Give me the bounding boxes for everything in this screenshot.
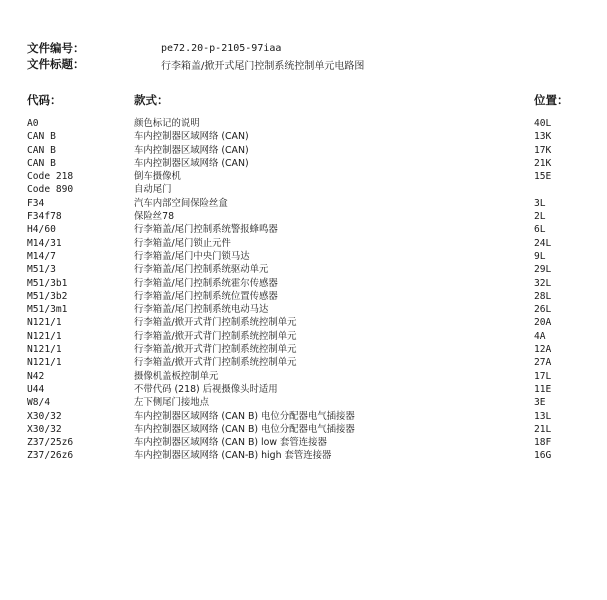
row-location: 3E xyxy=(534,397,546,409)
row-code: X30/32 xyxy=(27,410,62,422)
table-row xyxy=(27,423,572,436)
table-row xyxy=(27,330,572,343)
row-description: 行李箱盖/尾门控制系统警报蜂鸣器 xyxy=(134,224,278,236)
row-description: 自动尾门 xyxy=(134,184,172,196)
table-row xyxy=(27,316,572,329)
row-description: 行李箱盖/尾门中央门锁马达 xyxy=(134,250,250,262)
row-location: 28L xyxy=(534,290,552,302)
row-location: 40L xyxy=(534,118,552,129)
row-code: N121/1 xyxy=(27,357,62,369)
table-row xyxy=(27,436,572,449)
table-row xyxy=(27,303,572,316)
row-code: N121/1 xyxy=(27,317,62,329)
row-location: 16G xyxy=(534,450,552,462)
row-description: 车内控制器区域网络 (CAN B) 电位分配器电气插接器 xyxy=(134,410,355,422)
row-description: 行李箱盖/掀开式背门控制系统控制单元 xyxy=(134,317,297,329)
row-code: W8/4 xyxy=(27,397,51,409)
table-row xyxy=(27,157,572,170)
table-row xyxy=(27,183,572,196)
row-location: 21K xyxy=(534,157,552,169)
row-code: N121/1 xyxy=(27,344,62,356)
row-description: 行李箱盖/尾门锁止元件 xyxy=(134,237,231,249)
header-description: 款式： xyxy=(134,93,169,107)
row-location: 20A xyxy=(534,317,552,329)
row-code: M51/3 xyxy=(27,264,56,276)
component-table xyxy=(27,117,572,463)
row-code: M51/3b2 xyxy=(27,290,68,302)
row-description: 车内控制器区域网络 (CAN B) 电位分配器电气插接器 xyxy=(134,423,355,435)
table-row xyxy=(27,410,572,423)
doc-number-label: 文件编号： xyxy=(27,41,85,55)
row-location: 13K xyxy=(534,131,552,143)
row-description: 左下侧尾门接地点 xyxy=(134,397,210,409)
row-code: F34f78 xyxy=(27,211,62,223)
row-location: 17K xyxy=(534,144,552,156)
row-description: 车内控制器区域网络 (CAN) xyxy=(134,144,249,156)
doc-title: 行李箱盖/掀开式尾门控制系统控制单元电路图 xyxy=(161,60,365,72)
row-code: N121/1 xyxy=(27,330,62,342)
table-row xyxy=(27,356,572,369)
row-code: Code 890 xyxy=(27,184,74,196)
row-code: F34 xyxy=(27,197,45,209)
row-description: 行李箱盖/尾门控制系统驱动单元 xyxy=(134,264,269,276)
header-code: 代码： xyxy=(27,93,62,107)
row-code: N42 xyxy=(27,370,45,382)
table-row xyxy=(27,210,572,223)
doc-title-label: 文件标题： xyxy=(27,57,85,71)
row-location: 24L xyxy=(534,237,552,249)
table-row xyxy=(27,290,572,303)
table-row xyxy=(27,263,572,276)
row-code: Code 218 xyxy=(27,171,74,183)
table-row xyxy=(27,343,572,356)
row-location: 11E xyxy=(534,383,552,395)
row-location: 18F xyxy=(534,437,552,449)
row-code: CAN B xyxy=(27,157,56,169)
row-location: 9L xyxy=(534,250,546,262)
table-row xyxy=(27,197,572,210)
row-code: M51/3m1 xyxy=(27,304,68,316)
table-row xyxy=(27,130,572,143)
row-location: 26L xyxy=(534,304,552,316)
table-header xyxy=(27,92,572,106)
row-location: 2L xyxy=(534,211,546,223)
row-location: 12A xyxy=(534,344,552,356)
document-meta xyxy=(27,40,587,72)
row-description: 不带代码 (218) 后视摄像头时适用 xyxy=(134,383,278,395)
row-description: 行李箱盖/掀开式背门控制系统控制单元 xyxy=(134,357,297,369)
row-location: 6L xyxy=(534,224,546,236)
row-location: 29L xyxy=(534,264,552,276)
row-location: 3L xyxy=(534,197,546,209)
table-row xyxy=(27,170,572,183)
row-description: 行李箱盖/尾门控制系统电动马达 xyxy=(134,304,269,316)
table-row xyxy=(27,223,572,236)
row-code: M14/31 xyxy=(27,237,62,249)
row-description: 车内控制器区域网络 (CAN) xyxy=(134,157,249,169)
row-description: 行李箱盖/掀开式背门控制系统控制单元 xyxy=(134,344,297,356)
table-row xyxy=(27,396,572,409)
row-description: 倒车摄像机 xyxy=(134,171,181,183)
doc-number: pe72.20-p-2105-97iaa xyxy=(161,42,282,54)
doc-number-row xyxy=(27,40,587,56)
row-description: 保险丝78 xyxy=(134,211,175,223)
row-code: Z37/25z6 xyxy=(27,437,74,449)
row-description: 行李箱盖/尾门控制系统霍尔传感器 xyxy=(134,277,278,289)
row-code: H4/60 xyxy=(27,224,56,236)
row-description: 行李箱盖/掀开式背门控制系统控制单元 xyxy=(134,330,297,342)
header-location: 位置： xyxy=(534,93,569,107)
row-description: 车内控制器区域网络 (CAN) xyxy=(134,131,249,143)
table-row xyxy=(27,277,572,290)
row-code: M51/3b1 xyxy=(27,277,68,289)
row-location: 27A xyxy=(534,357,552,369)
row-description: 车内控制器区域网络 (CAN-B) high 套管连接器 xyxy=(134,450,332,462)
row-code: A0 xyxy=(27,118,39,129)
table-row xyxy=(27,144,572,157)
row-code: Z37/26z6 xyxy=(27,450,74,462)
row-code: CAN B xyxy=(27,131,56,143)
row-description: 颜色标记的说明 xyxy=(134,118,200,129)
row-location: 21L xyxy=(534,423,552,435)
row-code: M14/7 xyxy=(27,250,56,262)
table-row xyxy=(27,370,572,383)
row-location: 17L xyxy=(534,370,552,382)
row-location: 13L xyxy=(534,410,552,422)
row-location: 32L xyxy=(534,277,552,289)
row-description: 摄像机盖板控制单元 xyxy=(134,370,219,382)
table-row xyxy=(27,449,572,462)
row-description: 车内控制器区域网络 (CAN B) low 套管连接器 xyxy=(134,437,327,449)
row-description: 行李箱盖/尾门控制系统位置传感器 xyxy=(134,290,278,302)
table-row xyxy=(27,250,572,263)
table-row xyxy=(27,383,572,396)
doc-title-row xyxy=(27,56,587,72)
row-location: 4A xyxy=(534,330,546,342)
table-row xyxy=(27,117,572,130)
row-code: CAN B xyxy=(27,144,56,156)
row-code: U44 xyxy=(27,383,45,395)
row-location: 15E xyxy=(534,171,552,183)
row-description: 汽车内部空间保险丝盒 xyxy=(134,197,228,209)
row-code: X30/32 xyxy=(27,423,62,435)
table-row xyxy=(27,237,572,250)
